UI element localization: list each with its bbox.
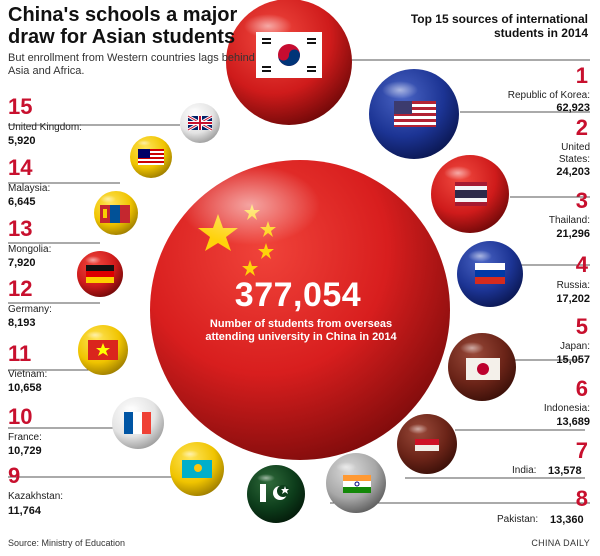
country-label-14: Malaysia: xyxy=(8,183,51,194)
rank-7: 7 xyxy=(575,438,588,463)
country-label-4: Russia: xyxy=(556,280,590,291)
france-flag-icon xyxy=(112,397,164,449)
uk-flag-icon xyxy=(180,103,220,143)
malaysia-flag-icon xyxy=(130,136,172,178)
usa-flag-icon xyxy=(369,69,459,159)
country-value-5: 15,057 xyxy=(556,354,590,366)
thailand-flag-icon xyxy=(431,155,509,233)
country-label-2: United States: xyxy=(558,142,590,165)
rank-8: 8 xyxy=(575,486,588,511)
country-value-13: 7,920 xyxy=(8,257,36,269)
country-value-6: 13,689 xyxy=(556,416,590,428)
country-value-15: 5,920 xyxy=(8,135,36,147)
rank-12: 12 xyxy=(8,276,33,301)
country-label-1: Republic of Korea: xyxy=(507,90,590,101)
rank-14: 14 xyxy=(8,155,33,180)
total-students-caption: Number of students from overseas attending university in China in 2014 xyxy=(205,318,397,343)
rank-2: 2 xyxy=(575,115,588,140)
country-value-7: 13,578 xyxy=(548,465,582,477)
country-label-5: Japan: xyxy=(559,341,590,352)
country-value-4: 17,202 xyxy=(556,293,590,305)
country-label-3: Thailand: xyxy=(548,215,590,226)
headline: China's schools a major draw for Asian students xyxy=(8,4,238,48)
vietnam-flag-icon xyxy=(78,325,128,375)
rank-9: 9 xyxy=(8,463,21,488)
rank-13: 13 xyxy=(8,216,33,241)
country-value-12: 8,193 xyxy=(8,317,36,329)
pakistan-flag-icon xyxy=(247,465,305,523)
publisher-credit: CHINA DAILY xyxy=(531,538,590,548)
source-note: Source: Ministry of Education xyxy=(8,538,126,548)
country-label-9: Kazakhstan: xyxy=(8,491,64,502)
country-value-2: 24,203 xyxy=(556,166,590,178)
kazakhstan-flag-icon xyxy=(170,442,224,496)
country-value-1: 62,923 xyxy=(556,102,590,114)
rank-11: 11 xyxy=(8,341,32,366)
indonesia-flag-icon xyxy=(397,414,457,474)
mongolia-flag-icon xyxy=(94,191,138,235)
india-flag-icon xyxy=(326,453,386,513)
rank-6: 6 xyxy=(575,376,588,401)
rank-10: 10 xyxy=(8,404,33,429)
country-label-6: Indonesia: xyxy=(543,403,590,414)
rank-15: 15 xyxy=(8,94,33,119)
country-label-11: Vietnam: xyxy=(8,369,48,380)
rank-3: 3 xyxy=(575,188,588,213)
country-label-10: France: xyxy=(8,432,42,443)
country-label-13: Mongolia: xyxy=(8,244,52,255)
country-value-8: 13,360 xyxy=(550,514,584,526)
top-15-title: Top 15 sources of international students in 2014 xyxy=(410,12,588,40)
country-value-14: 6,645 xyxy=(8,196,36,208)
country-value-3: 21,296 xyxy=(556,228,590,240)
country-label-7: India: xyxy=(512,465,537,476)
subheadline: But enrollment from Western countries lags behind Asia and Africa. xyxy=(8,52,255,77)
rank-4: 4 xyxy=(575,252,588,277)
rank-5: 5 xyxy=(575,314,588,339)
country-label-8: Pakistan: xyxy=(497,514,539,525)
country-value-11: 10,658 xyxy=(8,382,42,394)
country-label-12: Germany: xyxy=(8,304,52,315)
country-label-15: United Kingdom: xyxy=(8,122,82,133)
total-students-value: 377,054 xyxy=(234,276,362,314)
rank-1: 1 xyxy=(575,63,588,88)
country-value-10: 10,729 xyxy=(8,445,42,457)
country-value-9: 11,764 xyxy=(8,505,42,517)
